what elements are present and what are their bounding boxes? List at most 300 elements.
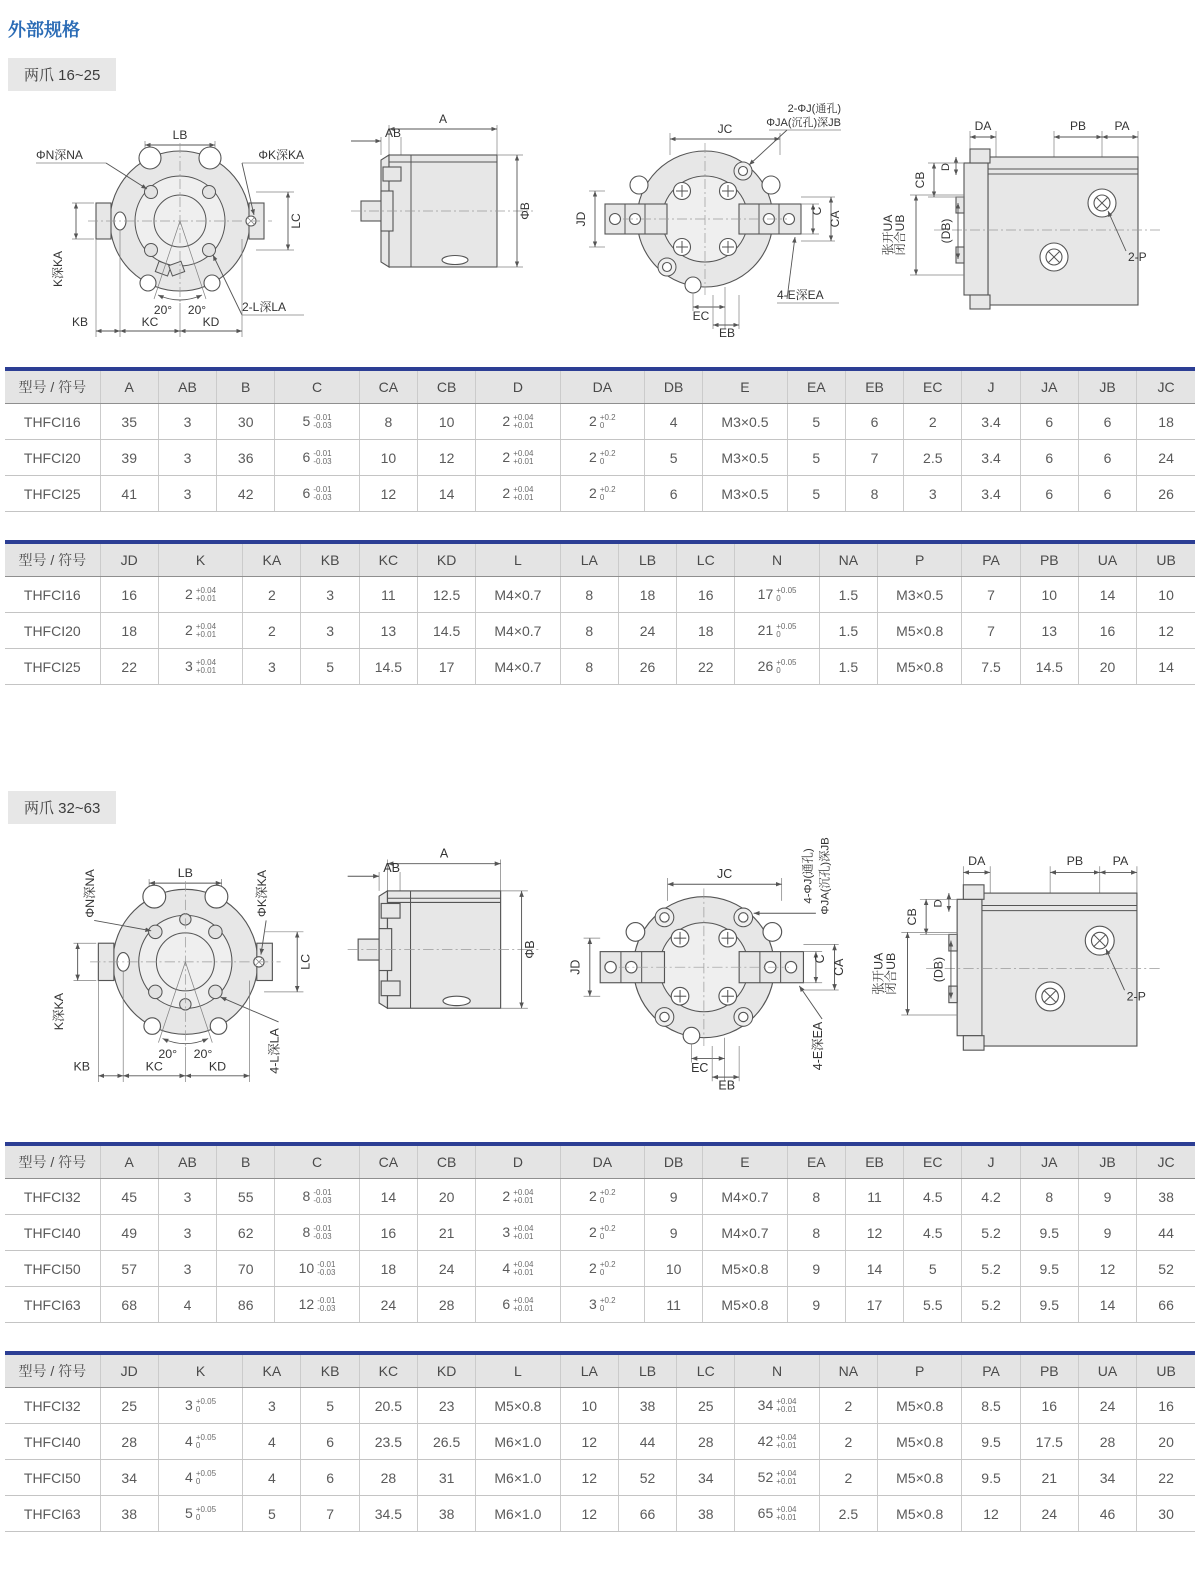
dimension-table-3 [5, 1142, 1195, 1323]
value-cell: M4×0.7 [703, 1179, 787, 1215]
value-cell: 12 [1078, 1251, 1136, 1287]
value-cell: M6×1.0 [476, 1496, 560, 1532]
value-cell: 28 [359, 1460, 417, 1496]
value-cell: 3 [158, 1215, 216, 1251]
value-cell: 5 [787, 440, 845, 476]
table-header-row [5, 369, 1195, 404]
value-cell: 9 [1078, 1179, 1136, 1215]
value-cell: 18 [1137, 404, 1195, 440]
value-cell: 6 [1078, 404, 1136, 440]
value-cell: 6 [301, 1460, 359, 1496]
dim-label-kc: KC [145, 1059, 163, 1074]
side-view-drawing [333, 832, 553, 1042]
value-cell: 11 [845, 1179, 903, 1215]
value-cell: 3 [904, 476, 962, 512]
value-cell: 14 [845, 1251, 903, 1287]
value-cell: 11 [645, 1287, 703, 1323]
value-cell: 2 [904, 404, 962, 440]
value-cell: 4.2 [962, 1179, 1020, 1215]
value-cell: M3×0.5 [703, 404, 787, 440]
column-header: LB [618, 542, 676, 577]
value-cell: 9 [645, 1215, 703, 1251]
mount-view-drawing [870, 99, 1170, 329]
tolerance-cell: 34 +0.04 +0.01 [735, 1388, 819, 1424]
tolerance-cell: 5 +0.05 0 [158, 1496, 242, 1532]
value-cell: 38 [100, 1496, 158, 1532]
dim-label-phib: ΦB [523, 940, 538, 959]
column-header: EC [904, 1144, 962, 1179]
value-cell: 26 [618, 649, 676, 685]
tolerance-cell: 10 -0.01 -0.03 [275, 1251, 359, 1287]
column-header: PB [1020, 1353, 1078, 1388]
value-cell: M4×0.7 [703, 1215, 787, 1251]
column-header: EB [845, 1144, 903, 1179]
dim-label-lc: LC [289, 213, 303, 229]
dim-label-ca: CA [828, 210, 843, 228]
value-cell: 17 [845, 1287, 903, 1323]
value-cell: 30 [217, 404, 275, 440]
value-cell: M3×0.5 [878, 577, 962, 613]
value-cell: 39 [100, 440, 158, 476]
dim-label-jc: JC [716, 867, 732, 881]
value-cell: 46 [1078, 1496, 1136, 1532]
value-cell: 68 [100, 1287, 158, 1323]
value-cell: 42 [217, 476, 275, 512]
dim-label-kb: KB [71, 315, 89, 329]
tolerance-cell: 2 +0.2 0 [560, 476, 644, 512]
value-cell: 12 [560, 1496, 618, 1532]
value-cell: 3 [243, 649, 301, 685]
value-cell: 24 [417, 1251, 475, 1287]
value-cell: 36 [217, 440, 275, 476]
value-cell: 6 [1078, 476, 1136, 512]
value-cell: 52 [618, 1460, 676, 1496]
tolerance-cell: 2 +0.04 +0.01 [158, 577, 242, 613]
dim-label-db: (DB) [931, 956, 946, 983]
value-cell: 2 [819, 1460, 877, 1496]
column-header: DA [560, 1144, 644, 1179]
value-cell: 8 [560, 613, 618, 649]
value-cell: M3×0.5 [703, 476, 787, 512]
dim-label-da: DA [974, 119, 992, 133]
hole-note-2: ΦJA(沉孔)深JB [818, 837, 831, 915]
column-header: A [100, 369, 158, 404]
value-cell: 10 [1020, 577, 1078, 613]
value-cell: 17.5 [1020, 1424, 1078, 1460]
value-cell: 38 [417, 1496, 475, 1532]
value-cell: 14.5 [417, 613, 475, 649]
value-cell: 14.5 [359, 649, 417, 685]
dim-label-lb: LB [172, 128, 188, 142]
value-cell: 31 [417, 1460, 475, 1496]
table-header-row [5, 542, 1195, 577]
note-phin-na: ΦN深NA [83, 869, 98, 918]
tolerance-cell: 2 +0.2 0 [560, 440, 644, 476]
dim-label-c: C [810, 206, 825, 216]
value-cell: M5×0.8 [703, 1251, 787, 1287]
note-phik-ka: ΦK深KA [255, 869, 270, 918]
tolerance-cell: 2 +0.04 +0.01 [476, 440, 560, 476]
value-cell: 10 [417, 404, 475, 440]
column-header: KA [243, 1353, 301, 1388]
dim-label-eb: EB [718, 1078, 735, 1092]
value-cell: 1.5 [819, 613, 877, 649]
value-cell: 6 [645, 476, 703, 512]
value-cell: 18 [100, 613, 158, 649]
dim-label-a: A [438, 112, 447, 126]
value-cell: 1.5 [819, 577, 877, 613]
value-cell: 16 [100, 577, 158, 613]
table-row [5, 1251, 1195, 1287]
model-cell: THFCI40 [5, 1215, 100, 1251]
tolerance-cell: 3 +0.04 +0.01 [158, 649, 242, 685]
tolerance-cell: 5 -0.01 -0.03 [275, 404, 359, 440]
tolerance-cell: 6 +0.04 +0.01 [476, 1287, 560, 1323]
note-2p: 2-P [1126, 989, 1146, 1004]
value-cell: 2 [243, 577, 301, 613]
table-row [5, 1215, 1195, 1251]
column-header: KB [301, 542, 359, 577]
rear-view-drawing [567, 832, 847, 1092]
note-2p: 2-P [1127, 250, 1147, 264]
tolerance-cell: 2 +0.2 0 [560, 404, 644, 440]
table-row [5, 404, 1195, 440]
value-cell: 4.5 [904, 1215, 962, 1251]
value-cell: 9.5 [1020, 1287, 1078, 1323]
value-cell: 5 [301, 1388, 359, 1424]
model-cell: THFCI25 [5, 649, 100, 685]
dim-label-kd: KD [202, 315, 220, 329]
column-header: D [476, 1144, 560, 1179]
value-cell: 30 [1137, 1496, 1195, 1532]
column-header: EA [787, 369, 845, 404]
tolerance-cell: 8 -0.01 -0.03 [275, 1215, 359, 1251]
tolerance-cell: 2 +0.04 +0.01 [476, 404, 560, 440]
value-cell: 13 [359, 613, 417, 649]
table-row [5, 1287, 1195, 1323]
value-cell: 16 [1020, 1388, 1078, 1424]
value-cell: 23 [417, 1388, 475, 1424]
value-cell: 12 [560, 1460, 618, 1496]
column-header: KB [301, 1353, 359, 1388]
tolerance-cell: 2 +0.2 0 [560, 1215, 644, 1251]
value-cell: 6 [1020, 404, 1078, 440]
column-header: 型号 / 符号 [5, 1144, 100, 1179]
value-cell: 24 [1078, 1388, 1136, 1424]
table-row [5, 613, 1195, 649]
column-header: JB [1078, 1144, 1136, 1179]
value-cell: 16 [1078, 613, 1136, 649]
value-cell: 12 [1137, 613, 1195, 649]
dim-label-jd: JD [568, 959, 583, 975]
column-header: UB [1137, 1353, 1195, 1388]
angle-label: 20° [193, 1047, 213, 1062]
note-l-la: 4-L深LA [267, 1028, 282, 1074]
value-cell: 4 [645, 404, 703, 440]
column-header: LB [618, 1353, 676, 1388]
value-cell: 17 [417, 649, 475, 685]
value-cell: 20 [417, 1179, 475, 1215]
drawing-row-section1 [0, 99, 1200, 351]
column-header: PA [962, 542, 1020, 577]
value-cell: M5×0.8 [878, 1460, 962, 1496]
value-cell: 3 [243, 1388, 301, 1424]
value-cell: 23.5 [359, 1424, 417, 1460]
column-header: P [878, 1353, 962, 1388]
column-header: J [962, 1144, 1020, 1179]
value-cell: 44 [618, 1424, 676, 1460]
column-header: DB [645, 369, 703, 404]
column-header: LC [677, 542, 735, 577]
column-header: E [703, 1144, 787, 1179]
value-cell: 38 [618, 1388, 676, 1424]
value-cell: M5×0.8 [476, 1388, 560, 1424]
dim-label-kd: KD [208, 1059, 227, 1074]
value-cell: 7 [962, 577, 1020, 613]
value-cell: 8 [845, 476, 903, 512]
rear-view-drawing [573, 99, 843, 339]
column-header: JC [1137, 1144, 1195, 1179]
column-header: PB [1020, 542, 1078, 577]
column-header: NA [819, 542, 877, 577]
value-cell: 34.5 [359, 1496, 417, 1532]
dim-label-da: DA [968, 854, 986, 869]
front-view-drawing [30, 832, 320, 1100]
value-cell: 22 [677, 649, 735, 685]
drawing-row-section2 [0, 832, 1200, 1100]
value-cell: 5.2 [962, 1251, 1020, 1287]
model-cell: THFCI50 [5, 1251, 100, 1287]
value-cell: 5 [787, 404, 845, 440]
value-cell: 4 [243, 1424, 301, 1460]
value-cell: 12 [560, 1424, 618, 1460]
table-row [5, 1179, 1195, 1215]
model-cell: THFCI63 [5, 1496, 100, 1532]
dim-label-ua: 张开UA [871, 952, 886, 995]
model-cell: THFCI20 [5, 613, 100, 649]
value-cell: 9 [645, 1179, 703, 1215]
value-cell: 14.5 [1020, 649, 1078, 685]
dim-label-ca: CA [831, 958, 846, 976]
note-phik-ka: ΦK深KA [258, 148, 304, 162]
column-header: L [476, 542, 560, 577]
value-cell: 16 [1137, 1388, 1195, 1424]
value-cell: 21 [1020, 1460, 1078, 1496]
tolerance-cell: 2 +0.04 +0.01 [476, 1179, 560, 1215]
column-header: KD [417, 1353, 475, 1388]
dim-label-lc: LC [298, 953, 313, 970]
column-header: LA [560, 1353, 618, 1388]
mount-view-drawing [860, 832, 1170, 1072]
value-cell: 13 [1020, 613, 1078, 649]
value-cell: 12 [845, 1215, 903, 1251]
table-header-row [5, 1144, 1195, 1179]
value-cell: 7 [845, 440, 903, 476]
table-row [5, 1424, 1195, 1460]
value-cell: 28 [100, 1424, 158, 1460]
value-cell: 45 [100, 1179, 158, 1215]
value-cell: 10 [645, 1251, 703, 1287]
value-cell: 2 [243, 613, 301, 649]
value-cell: 12 [962, 1496, 1020, 1532]
note-e-ea: 4-E深EA [777, 288, 824, 302]
column-header: B [217, 1144, 275, 1179]
dim-label-ab: AB [383, 861, 401, 876]
section-tag-32-63: 两爪 32~63 [8, 791, 116, 824]
tolerance-cell: 3 +0.05 0 [158, 1388, 242, 1424]
value-cell: 25 [677, 1388, 735, 1424]
column-header: KD [417, 542, 475, 577]
value-cell: 9 [787, 1287, 845, 1323]
tolerance-cell: 65 +0.04 +0.01 [735, 1496, 819, 1532]
value-cell: M5×0.8 [878, 613, 962, 649]
column-header: A [100, 1144, 158, 1179]
value-cell: 16 [677, 577, 735, 613]
value-cell: 12 [359, 476, 417, 512]
model-cell: THFCI32 [5, 1179, 100, 1215]
column-header: L [476, 1353, 560, 1388]
value-cell: 7 [962, 613, 1020, 649]
dim-label-kb: KB [73, 1059, 91, 1074]
column-header: DB [645, 1144, 703, 1179]
tolerance-cell: 3 +0.04 +0.01 [476, 1215, 560, 1251]
value-cell: 3.4 [962, 440, 1020, 476]
tolerance-cell: 8 -0.01 -0.03 [275, 1179, 359, 1215]
column-header: N [735, 1353, 819, 1388]
tolerance-cell: 42 +0.04 +0.01 [735, 1424, 819, 1460]
note-e-ea: 4-E深EA [810, 1021, 825, 1071]
value-cell: 10 [359, 440, 417, 476]
column-header: LA [560, 542, 618, 577]
column-header: C [275, 369, 359, 404]
value-cell: 9.5 [962, 1460, 1020, 1496]
value-cell: 11 [359, 577, 417, 613]
value-cell: 8.5 [962, 1388, 1020, 1424]
column-header: 型号 / 符号 [5, 542, 100, 577]
value-cell: 9.5 [1020, 1215, 1078, 1251]
value-cell: 5 [301, 649, 359, 685]
value-cell: 3 [158, 404, 216, 440]
value-cell: 14 [1078, 1287, 1136, 1323]
value-cell: 20 [1137, 1424, 1195, 1460]
value-cell: 3 [158, 1179, 216, 1215]
tolerance-cell: 4 +0.05 0 [158, 1460, 242, 1496]
dimension-table-2 [5, 540, 1195, 685]
value-cell: 28 [1078, 1424, 1136, 1460]
value-cell: 21 [417, 1215, 475, 1251]
value-cell: 2 [819, 1388, 877, 1424]
value-cell: 8 [1020, 1179, 1078, 1215]
column-header: EA [787, 1144, 845, 1179]
value-cell: 10 [1137, 577, 1195, 613]
dim-label-pa: PA [1114, 119, 1130, 133]
dim-label-c: C [812, 954, 827, 964]
value-cell: 66 [1137, 1287, 1195, 1323]
value-cell: 16 [359, 1215, 417, 1251]
value-cell: 8 [560, 649, 618, 685]
angle-label: 20° [187, 303, 207, 317]
column-header: JC [1137, 369, 1195, 404]
value-cell: 14 [1078, 577, 1136, 613]
dim-label-ub: 闭合UB [884, 952, 899, 995]
value-cell: 26.5 [417, 1424, 475, 1460]
column-header: K [158, 1353, 242, 1388]
column-header: D [476, 369, 560, 404]
dimension-table-1 [5, 367, 1195, 512]
tolerance-cell: 12 -0.01 -0.03 [275, 1287, 359, 1323]
value-cell: 25 [100, 1388, 158, 1424]
column-header: JA [1020, 369, 1078, 404]
value-cell: 6 [1020, 476, 1078, 512]
column-header: N [735, 542, 819, 577]
value-cell: 18 [618, 577, 676, 613]
value-cell: 10 [560, 1388, 618, 1424]
value-cell: 28 [417, 1287, 475, 1323]
model-cell: THFCI32 [5, 1388, 100, 1424]
table-row [5, 1388, 1195, 1424]
value-cell: 12 [417, 440, 475, 476]
value-cell: 24 [1020, 1496, 1078, 1532]
angle-label: 20° [158, 1047, 178, 1062]
value-cell: 5 [787, 476, 845, 512]
value-cell: 3 [158, 476, 216, 512]
model-cell: THFCI20 [5, 440, 100, 476]
dim-label-ec: EC [692, 309, 710, 323]
value-cell: M4×0.7 [476, 577, 560, 613]
column-header: CA [359, 369, 417, 404]
page-title: 外部规格 [8, 20, 80, 40]
column-header: DA [560, 369, 644, 404]
value-cell: 3.4 [962, 476, 1020, 512]
column-header: AB [158, 369, 216, 404]
value-cell: 52 [1137, 1251, 1195, 1287]
column-header: UA [1078, 542, 1136, 577]
tolerance-cell: 17 +0.05 0 [735, 577, 819, 613]
value-cell: 4 [243, 1460, 301, 1496]
front-view-drawing [30, 99, 310, 351]
column-header: EC [904, 369, 962, 404]
value-cell: M5×0.8 [878, 649, 962, 685]
dim-label-kc: KC [141, 315, 159, 329]
value-cell: 38 [1137, 1179, 1195, 1215]
dim-label-k-ka: K深KA [52, 992, 67, 1031]
value-cell: 9.5 [962, 1424, 1020, 1460]
column-header: KA [243, 542, 301, 577]
column-header: NA [819, 1353, 877, 1388]
column-header: AB [158, 1144, 216, 1179]
value-cell: 34 [677, 1460, 735, 1496]
dim-label-cb: CB [912, 171, 927, 189]
value-cell: M5×0.8 [878, 1388, 962, 1424]
value-cell: 12.5 [417, 577, 475, 613]
tolerance-cell: 21 +0.05 0 [735, 613, 819, 649]
value-cell: 9.5 [1020, 1251, 1078, 1287]
hole-note-1: 2-ΦJ(通孔) [787, 103, 842, 115]
value-cell: 4.5 [904, 1179, 962, 1215]
table-row [5, 649, 1195, 685]
column-header: CB [417, 369, 475, 404]
model-cell: THFCI50 [5, 1460, 100, 1496]
value-cell: 38 [677, 1496, 735, 1532]
dim-label-d: D [939, 163, 952, 171]
table-row [5, 476, 1195, 512]
value-cell: 34 [100, 1460, 158, 1496]
column-header: KC [359, 1353, 417, 1388]
value-cell: 18 [359, 1251, 417, 1287]
value-cell: 5 [243, 1496, 301, 1532]
value-cell: 5.2 [962, 1215, 1020, 1251]
value-cell: 5.2 [962, 1287, 1020, 1323]
